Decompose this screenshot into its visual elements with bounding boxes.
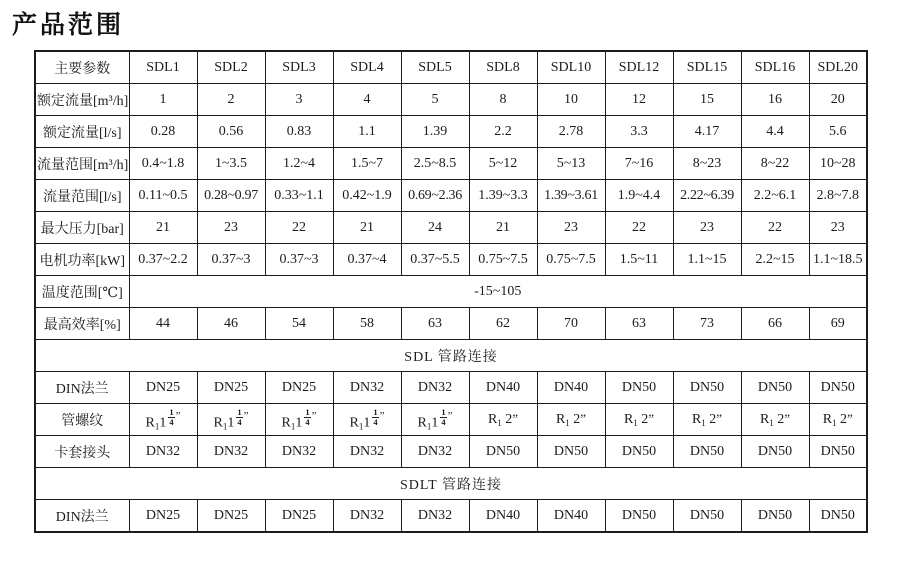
row-label: 最高效率[%] bbox=[35, 308, 129, 340]
table-cell: 7~16 bbox=[605, 148, 673, 180]
table-cell: DN32 bbox=[401, 500, 469, 533]
column-header-sdl1: SDL1 bbox=[129, 51, 197, 84]
table-cell: DN50 bbox=[741, 500, 809, 533]
table-cell: 0.37~4 bbox=[333, 244, 401, 276]
row-label: 管螺纹 bbox=[35, 404, 129, 436]
table-cell: 10~28 bbox=[809, 148, 867, 180]
corner-header: 主要参数 bbox=[35, 51, 129, 84]
table-cell: DN50 bbox=[673, 372, 741, 404]
column-header-sdl4: SDL4 bbox=[333, 51, 401, 84]
table-row bbox=[35, 84, 867, 116]
column-header-sdl2: SDL2 bbox=[197, 51, 265, 84]
table-cell: 23 bbox=[537, 212, 605, 244]
table-cell: 70 bbox=[537, 308, 605, 340]
table-cell: DN50 bbox=[809, 500, 867, 533]
table-cell: 8 bbox=[469, 84, 537, 116]
row-label: 卡套接头 bbox=[35, 436, 129, 468]
table-cell: 66 bbox=[741, 308, 809, 340]
table-cell: DN25 bbox=[265, 372, 333, 404]
table-cell: 4.17 bbox=[673, 116, 741, 148]
table-cell: DN40 bbox=[469, 372, 537, 404]
table-cell: $R_11$ $\frac{1}{4}$ ” bbox=[333, 404, 401, 436]
table-cell: DN50 bbox=[673, 436, 741, 468]
table-cell: 0.4~1.8 bbox=[129, 148, 197, 180]
table-cell: 0.28 bbox=[129, 116, 197, 148]
table-cell: 21 bbox=[469, 212, 537, 244]
table-cell: 0.42~1.9 bbox=[333, 180, 401, 212]
table-row bbox=[35, 468, 867, 500]
table-cell: 0.28~0.97 bbox=[197, 180, 265, 212]
table-cell: 5~13 bbox=[537, 148, 605, 180]
table-cell: 54 bbox=[265, 308, 333, 340]
row-label: DIN法兰 bbox=[35, 500, 129, 533]
table-cell: DN32 bbox=[333, 436, 401, 468]
table-cell: 58 bbox=[333, 308, 401, 340]
table-cell: 0.83 bbox=[265, 116, 333, 148]
table-cell: 0.37~3 bbox=[265, 244, 333, 276]
table-row bbox=[35, 372, 867, 404]
table-cell: 1.2~4 bbox=[265, 148, 333, 180]
table-cell: $R_11$ $\frac{1}{4}$ ” bbox=[129, 404, 197, 436]
table-cell: 2.78 bbox=[537, 116, 605, 148]
table-cell: DN50 bbox=[741, 436, 809, 468]
table-cell: 69 bbox=[809, 308, 867, 340]
table-cell: $R_1$ 2” bbox=[673, 404, 741, 436]
table-cell: 63 bbox=[401, 308, 469, 340]
column-header-sdl20: SDL20 bbox=[809, 51, 867, 84]
table-cell: 1.5~11 bbox=[605, 244, 673, 276]
column-header-sdl12: SDL12 bbox=[605, 51, 673, 84]
table-cell: 2.22~6.39 bbox=[673, 180, 741, 212]
row-label: 最大压力[bar] bbox=[35, 212, 129, 244]
table-cell: 5 bbox=[401, 84, 469, 116]
table-cell: 1 bbox=[129, 84, 197, 116]
table-cell: 5.6 bbox=[809, 116, 867, 148]
row-label: 流量范围[l/s] bbox=[35, 180, 129, 212]
table-cell: 21 bbox=[129, 212, 197, 244]
table-cell: 0.11~0.5 bbox=[129, 180, 197, 212]
section-header: SDL 管路连接 bbox=[35, 340, 867, 372]
column-header-sdl8: SDL8 bbox=[469, 51, 537, 84]
table-cell: DN50 bbox=[605, 436, 673, 468]
table-cell: DN32 bbox=[333, 500, 401, 533]
table-cell: 0.33~1.1 bbox=[265, 180, 333, 212]
section-header: SDLT 管路连接 bbox=[35, 468, 867, 500]
table-row bbox=[35, 308, 867, 340]
table-row bbox=[35, 436, 867, 468]
table-cell: $R_1$ 2” bbox=[809, 404, 867, 436]
table-cell: DN50 bbox=[809, 436, 867, 468]
page-title: 产品范围 bbox=[12, 11, 125, 39]
table-cell: 1.1~18.5 bbox=[809, 244, 867, 276]
table-cell: 63 bbox=[605, 308, 673, 340]
table-cell: 23 bbox=[673, 212, 741, 244]
table-cell: 2.2 bbox=[469, 116, 537, 148]
table-cell: 23 bbox=[197, 212, 265, 244]
table-cell: 3.3 bbox=[605, 116, 673, 148]
table-cell-span: -15~105 bbox=[129, 276, 867, 308]
row-label: 温度范围[℃] bbox=[35, 276, 129, 308]
table-row bbox=[35, 340, 867, 372]
table-row bbox=[35, 180, 867, 212]
table-cell: DN40 bbox=[537, 372, 605, 404]
table-cell: 2.2~15 bbox=[741, 244, 809, 276]
table-row bbox=[35, 212, 867, 244]
table-cell: DN50 bbox=[605, 500, 673, 533]
table-cell: 22 bbox=[741, 212, 809, 244]
table-cell: DN50 bbox=[537, 436, 605, 468]
table-cell: 15 bbox=[673, 84, 741, 116]
table-cell: DN25 bbox=[197, 500, 265, 533]
table-cell: 8~23 bbox=[673, 148, 741, 180]
header-row bbox=[35, 51, 867, 84]
table-cell: 1~3.5 bbox=[197, 148, 265, 180]
table-cell: DN40 bbox=[537, 500, 605, 533]
table-cell: DN40 bbox=[469, 500, 537, 533]
row-label: 电机功率[kW] bbox=[35, 244, 129, 276]
table-cell: 2 bbox=[197, 84, 265, 116]
table-cell: 1.9~4.4 bbox=[605, 180, 673, 212]
table-cell: 46 bbox=[197, 308, 265, 340]
table-cell: DN25 bbox=[129, 372, 197, 404]
table-cell: $R_11$ $\frac{1}{4}$ ” bbox=[197, 404, 265, 436]
table-cell: 2.5~8.5 bbox=[401, 148, 469, 180]
table-cell: 0.37~3 bbox=[197, 244, 265, 276]
column-header-sdl15: SDL15 bbox=[673, 51, 741, 84]
table-cell: 0.69~2.36 bbox=[401, 180, 469, 212]
table-cell: DN50 bbox=[605, 372, 673, 404]
table-row bbox=[35, 244, 867, 276]
table-cell: 0.37~5.5 bbox=[401, 244, 469, 276]
table-cell: DN32 bbox=[401, 436, 469, 468]
table-cell: 1.39~3.61 bbox=[537, 180, 605, 212]
table-cell: 16 bbox=[741, 84, 809, 116]
table-cell: $R_1$ 2” bbox=[537, 404, 605, 436]
row-label: 额定流量[m³/h] bbox=[35, 84, 129, 116]
table-cell: $R_1$ 2” bbox=[741, 404, 809, 436]
table-row bbox=[35, 404, 867, 436]
table-cell: DN25 bbox=[197, 372, 265, 404]
table-cell: 23 bbox=[809, 212, 867, 244]
table-cell: DN25 bbox=[129, 500, 197, 533]
table-cell: 2.8~7.8 bbox=[809, 180, 867, 212]
table-row bbox=[35, 116, 867, 148]
product-range-table bbox=[34, 50, 868, 533]
column-header-sdl3: SDL3 bbox=[265, 51, 333, 84]
table-row bbox=[35, 500, 867, 533]
table-cell: DN32 bbox=[401, 372, 469, 404]
table-row bbox=[35, 148, 867, 180]
table-cell: 4.4 bbox=[741, 116, 809, 148]
table-cell: 3 bbox=[265, 84, 333, 116]
table-cell: $R_1$ 2” bbox=[605, 404, 673, 436]
row-label: 流量范围[m³/h] bbox=[35, 148, 129, 180]
table-cell: DN32 bbox=[333, 372, 401, 404]
column-header-sdl16: SDL16 bbox=[741, 51, 809, 84]
table-cell: 5~12 bbox=[469, 148, 537, 180]
row-label: DIN法兰 bbox=[35, 372, 129, 404]
table-cell: $R_1$ 2” bbox=[469, 404, 537, 436]
table-row bbox=[35, 276, 867, 308]
table-cell: 44 bbox=[129, 308, 197, 340]
table-cell: DN32 bbox=[129, 436, 197, 468]
row-label: 额定流量[l/s] bbox=[35, 116, 129, 148]
table-cell: 0.37~2.2 bbox=[129, 244, 197, 276]
table-cell: DN25 bbox=[265, 500, 333, 533]
column-header-sdl5: SDL5 bbox=[401, 51, 469, 84]
table-cell: 8~22 bbox=[741, 148, 809, 180]
table-cell: 0.75~7.5 bbox=[469, 244, 537, 276]
table-cell: 12 bbox=[605, 84, 673, 116]
table-cell: 2.2~6.1 bbox=[741, 180, 809, 212]
table-cell: 62 bbox=[469, 308, 537, 340]
table-cell: 24 bbox=[401, 212, 469, 244]
table-cell: DN50 bbox=[673, 500, 741, 533]
table-cell: 20 bbox=[809, 84, 867, 116]
table-cell: 1.1~15 bbox=[673, 244, 741, 276]
table-cell: 21 bbox=[333, 212, 401, 244]
table-cell: DN50 bbox=[809, 372, 867, 404]
table-cell: DN32 bbox=[265, 436, 333, 468]
table-cell: $R_11$ $\frac{1}{4}$ ” bbox=[401, 404, 469, 436]
table-cell: DN50 bbox=[741, 372, 809, 404]
table-cell: 4 bbox=[333, 84, 401, 116]
table-cell: 22 bbox=[605, 212, 673, 244]
table-cell: 22 bbox=[265, 212, 333, 244]
table-cell: 1.39~3.3 bbox=[469, 180, 537, 212]
table-cell: DN50 bbox=[469, 436, 537, 468]
table-cell: $R_11$ $\frac{1}{4}$ ” bbox=[265, 404, 333, 436]
table-cell: 1.39 bbox=[401, 116, 469, 148]
table-cell: 73 bbox=[673, 308, 741, 340]
table-cell: 10 bbox=[537, 84, 605, 116]
table-cell: 0.75~7.5 bbox=[537, 244, 605, 276]
table-cell: 1.5~7 bbox=[333, 148, 401, 180]
table-cell: DN32 bbox=[197, 436, 265, 468]
table-cell: 1.1 bbox=[333, 116, 401, 148]
table-cell: 0.56 bbox=[197, 116, 265, 148]
column-header-sdl10: SDL10 bbox=[537, 51, 605, 84]
